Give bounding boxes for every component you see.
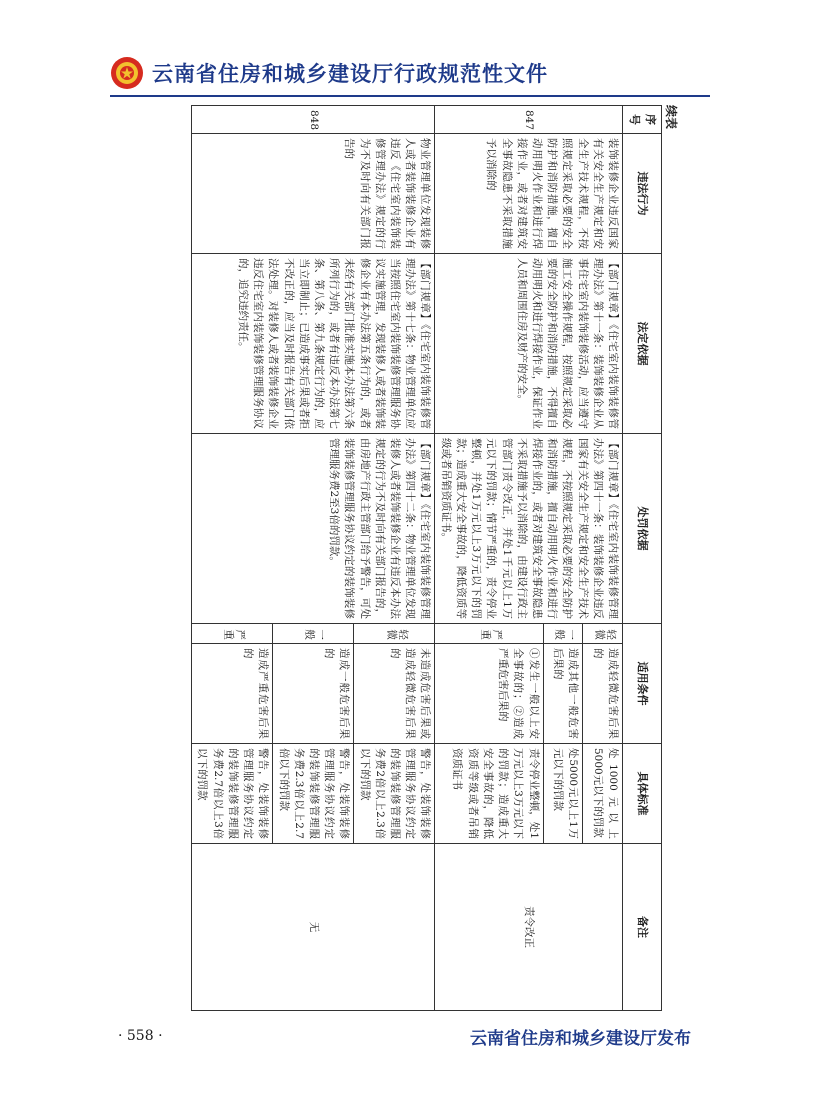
legal-basis-cell: 【部门规章】《住宅室内装饰装修管理办法》第十一条：装饰装修企业从事住宅室内装饰装修活动，应当遵守施工安全操作规程，按照规定采取必要的安全防护和消防措施，不得擅自动用明火和进行焊接作业，保证作业人员和周围住房及财产的安全。 — [435, 254, 623, 434]
level-cell: 轻微 — [583, 624, 623, 644]
rotated-table-container — [110, 105, 680, 1010]
remark-cell: 责令改正 — [435, 844, 623, 1011]
condition-cell: ①发生一般以上安全事故的；②造成严重危害后果的 — [435, 644, 543, 744]
seq-cell: 847 — [435, 106, 623, 134]
standard-cell: 处5000元以上1万元以下的罚款 — [543, 744, 583, 844]
penalty-basis-cell: 【部门规章】《住宅室内装饰装修管理办法》第四十二条：物业管理单位发现装修人或者装饰装修企业有违反本办法规定的行为不及时向有关部门报告的，由房地产行政主管部门给予警告，可处装饰装修管理服务协议约定的装饰装修管理服务费2至3倍的罚款。 — [192, 434, 435, 624]
standard-cell: 警告，处装饰装修管理服务协议约定的装饰装修管理服务费2倍以上2.3倍以下的罚款 — [354, 744, 435, 844]
penalty-table — [191, 105, 662, 1011]
standard-cell: 警告，处装饰装修管理服务协议约定的装饰装修管理服务费2.7倍以上3倍以下的罚款 — [192, 744, 273, 844]
condition-cell: 未造成危害后果或造成轻微危害后果的 — [354, 644, 435, 744]
header-title: 云南省住房和城乡建设厅行政规范性文件 — [152, 62, 548, 86]
level-cell: 严重 — [435, 624, 543, 644]
col-remark: 备注 — [623, 844, 662, 1011]
col-conditions: 适用条件 — [623, 624, 662, 744]
document-header — [110, 54, 710, 94]
level-cell: 轻微 — [354, 624, 435, 644]
table-row — [354, 106, 435, 1011]
col-violation: 违法行为 — [623, 134, 662, 254]
condition-cell: 造成严重危害后果的 — [192, 644, 273, 744]
legal-basis-cell: 【部门规章】《住宅室内装饰装修管理办法》第十七条：物业管理单位应当按照住宅室内装饰装修管理服务协议实施管理，发现装修人或者装饰装修企业有本办法第五条行为的，或者未经有关部门批准实施本办法第六条所列行为的，或者有违反本办法第七条、第八条、第九条规定行为的，应当立即制止；已造成事实后果或者拒不改正的，应当及时报告有关部门依法处理。对装修人或者装饰装修企业违反住宅室内装饰装修管理服务协议的，追究违约责任。 — [192, 254, 435, 434]
level-cell: 严重 — [192, 624, 273, 644]
remark-cell: 无 — [192, 844, 435, 1011]
continued-label: 续表 — [664, 105, 678, 130]
header-divider — [110, 95, 710, 97]
level-cell: 一般 — [273, 624, 354, 644]
condition-cell: 造成轻微危害后果的 — [583, 644, 623, 744]
publisher-label: 云南省住房和城乡建设厅发布 — [470, 1029, 691, 1049]
condition-cell: 造成一般危害后果的 — [273, 644, 354, 744]
col-penalty-basis: 处罚依据 — [623, 434, 662, 624]
table-row — [583, 106, 623, 1011]
condition-cell: 造成其他一般危害后果的 — [543, 644, 583, 744]
standard-cell: 处1000元以上5000元以下的罚款 — [583, 744, 623, 844]
page-number: · 558 · — [118, 1028, 163, 1044]
violation-cell: 装饰装修企业违反国家有关安全生产规定和安全生产技术规程，不按照规定采取必要的安全防护和消防措施，擅自动用明火作业和进行焊接作业，或者对建筑安全事故隐患不采取措施予以消除的 — [435, 134, 623, 254]
table-header-row — [623, 106, 662, 1011]
national-emblem-icon — [110, 56, 144, 90]
level-cell: 一般 — [543, 624, 583, 644]
standard-cell: 责令停业整顿，处1万元以上3万元以下的罚款；造成重大安全事故的，降低资质等级或者吊销资质证书 — [435, 744, 543, 844]
col-legal-basis: 法定依据 — [623, 254, 662, 434]
col-seq: 序号 — [623, 106, 662, 134]
seq-cell: 848 — [192, 106, 435, 134]
col-standard: 具体标准 — [623, 744, 662, 844]
violation-cell: 物业管理单位发现装修人或者装饰装修企业有违反《住宅室内装饰装修管理办法》规定的行为不及时向有关部门报告的 — [192, 134, 435, 254]
penalty-basis-cell: 【部门规章】《住宅室内装饰装修管理办法》第四十一条：装饰装修企业违反国家有关安全生产规定和安全生产技术规程，不按照规定采取必要的安全防护和消防措施，擅自动用明火作业和进行焊接作业的，或者对建筑安全事故隐患不采取措施予以消除的，由建设行政主管部门责令改正，并处1千元以上1万元以下的罚款；情节严重的，责令停业整顿，并处1万元以上3万元以下的罚款；造成重大安全事故的，降低资质等级或者吊销资质证书。 — [435, 434, 623, 624]
standard-cell: 警告，处装饰装修管理服务协议约定的装饰装修管理服务费2.3倍以上2.7倍以下的罚款 — [273, 744, 354, 844]
